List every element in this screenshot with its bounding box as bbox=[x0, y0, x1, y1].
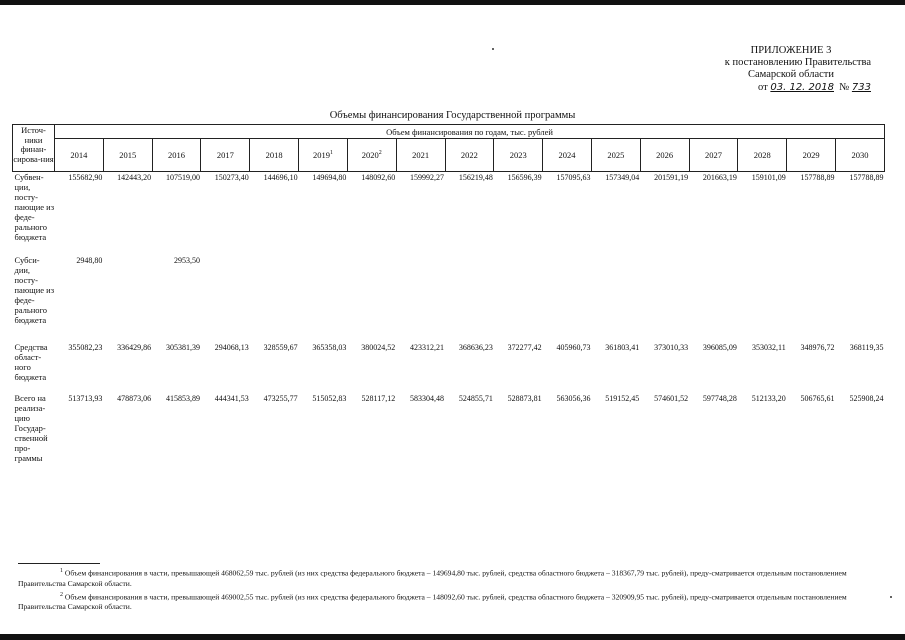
value-cell: 2948,80 bbox=[76, 256, 103, 265]
value-cell: 159992,27 bbox=[410, 173, 444, 182]
value-cell: 328559,67 bbox=[263, 343, 298, 352]
year-label: 2019 bbox=[312, 150, 330, 160]
year-header-2029 bbox=[787, 139, 836, 172]
value-cell bbox=[445, 255, 494, 342]
scan-speck bbox=[492, 48, 494, 50]
year-header-2026 bbox=[640, 139, 689, 172]
value-cell bbox=[787, 255, 836, 342]
year-label: 2026 bbox=[656, 150, 674, 160]
row-label: Субси-дии, посту-пающие из феде-рального бюджета bbox=[14, 255, 55, 325]
year-footnote-mark: 2 bbox=[378, 150, 382, 157]
year-header-2024 bbox=[543, 139, 592, 172]
value-cell: 373010,33 bbox=[654, 343, 689, 352]
value-cell: 597748,28 bbox=[702, 394, 737, 403]
from-label: от bbox=[758, 82, 768, 93]
year-header-2019 bbox=[299, 139, 348, 172]
year-header-2017 bbox=[201, 139, 250, 172]
row-label: Всего на реализа-цию Государ-ственной про-граммы bbox=[14, 393, 48, 463]
table-row bbox=[13, 255, 885, 342]
footnote-1-mark: 1 bbox=[60, 568, 63, 574]
footnote-rule bbox=[18, 563, 100, 564]
footnote-1-text: Объем финансирования в части, превышающей 468062,59 тыс. рублей (из них средства федерального бюджета – 149694,80 тыс. рублей, средства областного бюджета – 318367,79 тыс. рублей), преду-сматривается отдельным постановлением Правительства Самарской области. bbox=[18, 568, 847, 588]
span-header: Объем финансирования по годам, тыс. рублей bbox=[55, 125, 885, 139]
value-cell: 201591,19 bbox=[654, 173, 689, 182]
value-cell: 305381,39 bbox=[165, 343, 200, 352]
appendix-signature-line bbox=[651, 82, 871, 94]
year-header-2021 bbox=[396, 139, 445, 172]
year-label: 2014 bbox=[70, 150, 88, 160]
value-cell: 348976,72 bbox=[800, 343, 835, 352]
value-cell: 512133,20 bbox=[751, 394, 786, 403]
year-label: 2018 bbox=[265, 150, 283, 160]
value-cell: 144696,10 bbox=[263, 173, 298, 182]
value-cell: 368119,35 bbox=[849, 343, 884, 352]
source-header: Источ-ники финан-сирова-ния bbox=[13, 125, 55, 172]
year-label: 2029 bbox=[802, 150, 820, 160]
value-cell: 201663,19 bbox=[702, 173, 737, 182]
value-cell: 574601,52 bbox=[654, 394, 689, 403]
value-cell: 157788,89 bbox=[849, 173, 884, 182]
value-cell: 515052,83 bbox=[312, 394, 347, 403]
year-header-2022 bbox=[445, 139, 494, 172]
value-cell: 563056,36 bbox=[556, 394, 591, 403]
value-cell: 478873,06 bbox=[117, 394, 152, 403]
year-header-2023 bbox=[494, 139, 543, 172]
document-title: Объемы финансирования Государственной программы bbox=[329, 110, 576, 121]
value-cell: 365358,03 bbox=[312, 343, 347, 352]
year-footnote-mark: 1 bbox=[329, 150, 333, 157]
year-label: 2017 bbox=[216, 150, 234, 160]
value-cell: 2953,50 bbox=[173, 256, 200, 265]
year-header-row bbox=[13, 139, 885, 172]
value-cell: 156596,39 bbox=[507, 173, 542, 182]
table-row bbox=[13, 342, 885, 393]
value-cell bbox=[543, 255, 592, 342]
value-cell: 524855,71 bbox=[458, 394, 493, 403]
year-label: 2021 bbox=[412, 150, 430, 160]
year-label: 2020 bbox=[361, 150, 379, 160]
year-header-2014 bbox=[55, 139, 104, 172]
value-cell bbox=[494, 255, 543, 342]
value-cell: 361803,41 bbox=[605, 343, 640, 352]
footnote-2-mark: 2 bbox=[60, 591, 63, 598]
value-cell: 513713,93 bbox=[68, 394, 103, 403]
value-cell: 150273,40 bbox=[214, 173, 249, 182]
year-label: 2028 bbox=[753, 150, 771, 160]
value-cell: 405960,73 bbox=[556, 343, 591, 352]
row-label: Средства област-ного бюджета bbox=[14, 342, 48, 382]
value-cell: 372277,42 bbox=[507, 343, 542, 352]
scan-border-bottom bbox=[0, 634, 905, 640]
footnotes bbox=[18, 566, 880, 613]
value-cell bbox=[738, 255, 787, 342]
value-cell bbox=[103, 255, 152, 342]
year-header-2018 bbox=[250, 139, 299, 172]
footnote-2 bbox=[18, 590, 880, 613]
value-cell: 336429,86 bbox=[117, 343, 152, 352]
value-cell bbox=[836, 255, 885, 342]
value-cell bbox=[689, 255, 738, 342]
appendix-header bbox=[651, 45, 871, 94]
value-cell bbox=[201, 255, 250, 342]
table-row bbox=[13, 393, 885, 474]
value-cell bbox=[250, 255, 299, 342]
value-cell: 396085,09 bbox=[702, 343, 737, 352]
value-cell: 423312,21 bbox=[410, 343, 444, 352]
value-cell: 157349,04 bbox=[605, 173, 640, 182]
value-cell: 157095,63 bbox=[556, 173, 591, 182]
value-cell: 148092,60 bbox=[361, 173, 396, 182]
appendix-title: ПРИЛОЖЕНИЕ 3 bbox=[750, 45, 832, 56]
value-cell: 107519,00 bbox=[165, 173, 200, 182]
value-cell: 353032,11 bbox=[751, 343, 786, 352]
value-cell bbox=[591, 255, 640, 342]
scan-speck bbox=[890, 596, 892, 598]
value-cell bbox=[640, 255, 689, 342]
year-label: 2024 bbox=[558, 150, 576, 160]
handwritten-number: 733 bbox=[851, 82, 871, 93]
handwritten-date: 03. 12. 2018 bbox=[770, 82, 834, 93]
value-cell: 355082,23 bbox=[68, 343, 103, 352]
value-cell: 155682,90 bbox=[68, 173, 103, 182]
year-header-2020 bbox=[347, 139, 396, 172]
year-label: 2025 bbox=[607, 150, 625, 160]
table-row bbox=[13, 172, 885, 256]
value-cell: 380024,52 bbox=[361, 343, 396, 352]
financing-table bbox=[12, 124, 885, 474]
value-cell: 506765,61 bbox=[800, 394, 835, 403]
value-cell: 159101,09 bbox=[751, 173, 786, 182]
value-cell bbox=[347, 255, 396, 342]
value-cell: 525908,24 bbox=[849, 394, 884, 403]
year-label: 2022 bbox=[460, 150, 478, 160]
year-header-2016 bbox=[152, 139, 201, 172]
value-cell: 444341,53 bbox=[214, 394, 249, 403]
value-cell: 528117,12 bbox=[361, 394, 396, 403]
year-header-2028 bbox=[738, 139, 787, 172]
appendix-line-2: Самарской области bbox=[748, 69, 834, 80]
value-cell bbox=[396, 255, 445, 342]
year-label: 2023 bbox=[509, 150, 527, 160]
year-label: 2016 bbox=[168, 150, 186, 160]
appendix-line-1: к постановлению Правительства bbox=[724, 57, 871, 68]
scan-border-top bbox=[0, 0, 905, 5]
year-header-2030 bbox=[836, 139, 885, 172]
value-cell: 519152,45 bbox=[605, 394, 640, 403]
year-label: 2030 bbox=[851, 150, 869, 160]
value-cell: 473255,77 bbox=[263, 394, 298, 403]
value-cell: 415853,89 bbox=[165, 394, 200, 403]
year-header-2025 bbox=[591, 139, 640, 172]
row-label: Субвен-ции, посту-пающие из феде-рального бюджета bbox=[14, 172, 55, 242]
value-cell: 368636,23 bbox=[458, 343, 493, 352]
year-label: 2027 bbox=[704, 150, 722, 160]
number-label: № bbox=[839, 82, 850, 93]
value-cell: 149694,80 bbox=[312, 173, 347, 182]
year-header-2027 bbox=[689, 139, 738, 172]
value-cell: 528873,81 bbox=[507, 394, 542, 403]
value-cell: 294068,13 bbox=[214, 343, 249, 352]
year-label: 2015 bbox=[119, 150, 137, 160]
value-cell: 156219,48 bbox=[458, 173, 493, 182]
value-cell: 157788,89 bbox=[800, 173, 835, 182]
footnote-1 bbox=[18, 566, 880, 589]
value-cell: 583304,48 bbox=[410, 394, 444, 403]
footnote-2-text: Объем финансирования в части, превышающей 469002,55 тыс. рублей (из них средства федерального бюджета – 148092,60 тыс. рублей, средства областного бюджета – 320909,95 тыс. рублей), преду-сматривается отдельным постановлением Правительства Самарской области. bbox=[18, 592, 847, 612]
year-header-2015 bbox=[103, 139, 152, 172]
value-cell bbox=[299, 255, 348, 342]
value-cell: 142443,20 bbox=[117, 173, 152, 182]
